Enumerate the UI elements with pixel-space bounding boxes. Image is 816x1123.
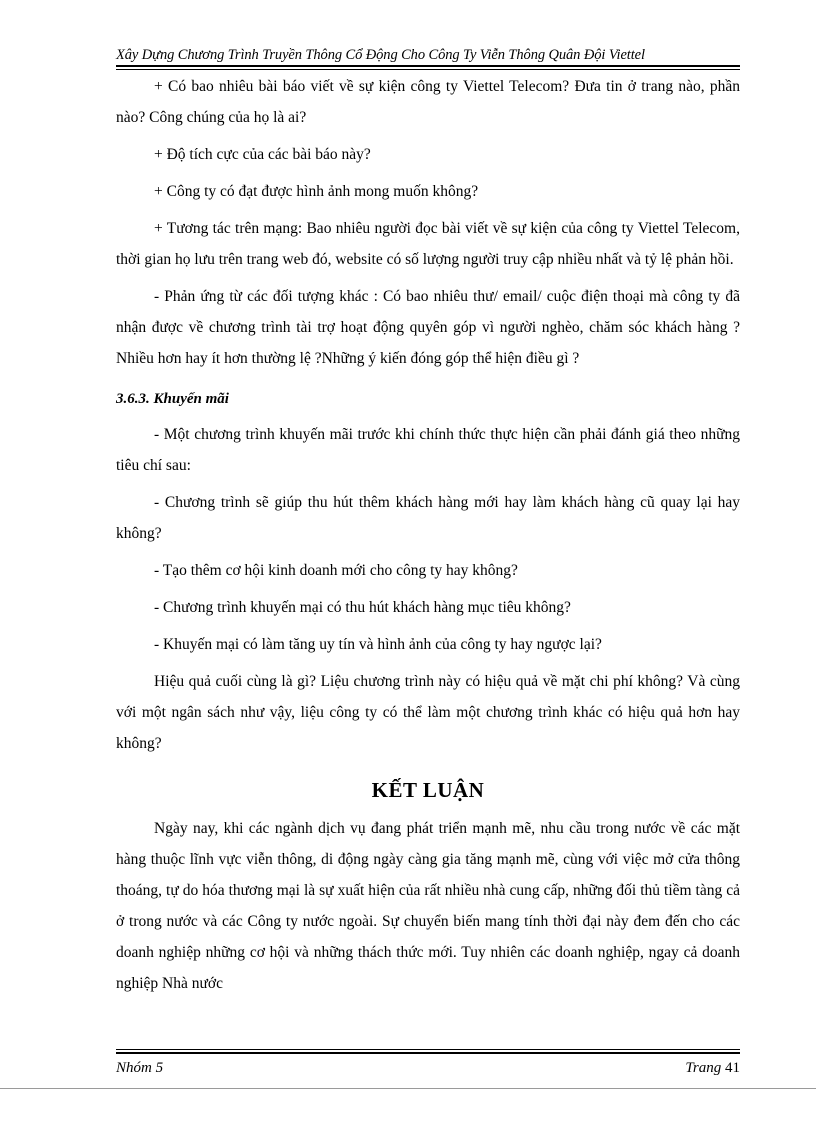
paragraph: - Chương trình khuyến mại có thu hút khách hàng mục tiêu không? [154, 599, 571, 616]
page-content [116, 71, 740, 1005]
paragraph: + Công ty có đạt được hình ảnh mong muốn không? [154, 183, 479, 200]
page-number-value: 41 [725, 1060, 740, 1076]
paragraph: - Chương trình sẽ giúp thu hút thêm khách hàng mới hay làm khách hàng cũ quay lại hay không? [116, 494, 740, 542]
paragraph: Hiệu quả cuối cùng là gì? Liệu chương trình này có hiệu quả về mặt chi phí không? Và cùng với một ngân sách như vậy, liệu công ty có thể làm một chương trình khác có hiệu quả hơn hay không? [116, 673, 740, 752]
paragraph: - Tạo thêm cơ hội kinh doanh mới cho công ty hay không? [154, 562, 518, 579]
header-rule-thick [116, 65, 740, 67]
page-edge [0, 1088, 816, 1089]
chapter-heading: KẾT LUẬN [371, 778, 485, 802]
paragraph: + Có bao nhiêu bài báo viết về sự kiện công ty Viettel Telecom? Đưa tin ở trang nào, phần nào? Công chúng của họ là ai? [116, 78, 740, 126]
footer-rule-thin [116, 1049, 740, 1050]
paragraph: Ngày nay, khi các ngành dịch vụ đang phát triển mạnh mẽ, nhu cầu trong nước về các mặt hàng thuộc lĩnh vực viễn thông, di động ngày càng gia tăng mạnh mẽ, cùng với việc mở cửa thông thoáng, tự do hóa thương mại là sự xuất hiện của rất nhiều nhà cung cấp, những đối thủ tiềm tàng cả ở trong nước và các Công ty nước ngoài. Sự chuyển biến mang tính thời đại này đem đến cho các doanh nghiệp những cơ hội và những thách thức mới. Tuy nhiên các doanh nghiệp, ngay cả doanh nghiệp Nhà nước [116, 820, 740, 992]
paragraph: - Phản ứng từ các đối tượng khác : Có bao nhiêu thư/ email/ cuộc điện thoại mà công ty đã nhận được về chương trình tài trợ hoạt động quyên góp vì người nghèo, chăm sóc khách hàng ? Nhiều hơn hay ít hơn thường lệ ?Những ý kiến đóng góp thể hiện điều gì ? [116, 288, 740, 367]
paragraph: - Một chương trình khuyến mãi trước khi chính thức thực hiện cần phải đánh giá theo những tiêu chí sau: [116, 426, 740, 474]
header-rule-thin [116, 69, 740, 70]
footer-group: Nhóm 5 [116, 1060, 164, 1076]
running-header: Xây Dựng Chương Trình Truyền Thông Cổ Động Cho Công Ty Viễn Thông Quân Đội Viettel [116, 47, 645, 63]
page-number [685, 1060, 740, 1077]
paragraph: - Khuyến mại có làm tăng uy tín và hình ảnh của công ty hay ngược lại? [154, 636, 602, 653]
paragraph: + Độ tích cực của các bài báo này? [154, 146, 371, 163]
section-heading: 3.6.3. Khuyến mãi [116, 391, 229, 407]
paragraph: + Tương tác trên mạng: Bao nhiêu người đọc bài viết về sự kiện của công ty Viettel Telecom, thời gian họ lưu trên trang web đó, website có số lượng người truy cập nhiều nhất và tỷ lệ phản hồi. [116, 220, 740, 268]
page-label: Trang [685, 1060, 722, 1076]
footer-rule-thick [116, 1052, 740, 1054]
